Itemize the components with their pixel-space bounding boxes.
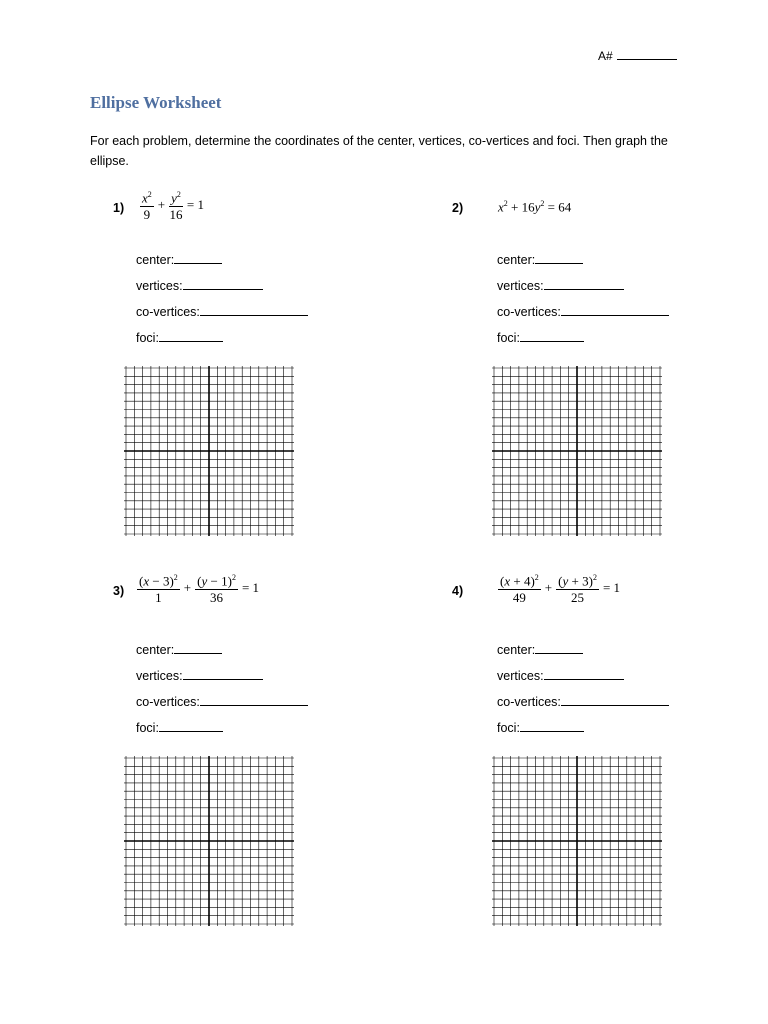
foci-field[interactable] — [497, 329, 669, 355]
foci-blank[interactable] — [520, 719, 584, 732]
co-vertices-field[interactable] — [136, 303, 308, 329]
vertices-blank[interactable] — [183, 667, 263, 680]
problem-3-answer-fields — [136, 641, 308, 745]
vertices-blank[interactable] — [544, 277, 624, 290]
center-label: center: — [497, 253, 536, 267]
problem-4-equation: $\frac{(x + 4)^2}{49}$ + $\frac{(y + 3)^2}{25}$ = 1 — [500, 573, 621, 606]
vertices-field[interactable] — [497, 667, 669, 693]
foci-field[interactable] — [136, 719, 308, 745]
vertices-field[interactable] — [497, 277, 669, 303]
problem-3-number: 3) — [113, 584, 125, 598]
co-vertices-label: co-vertices: — [497, 305, 561, 319]
problem-2-answer-fields — [497, 251, 669, 355]
vertices-field[interactable] — [136, 277, 308, 303]
problem-1-number: 1) — [113, 201, 125, 215]
vertices-blank[interactable] — [544, 667, 624, 680]
center-field[interactable] — [136, 251, 308, 277]
a-number-field[interactable] — [598, 49, 677, 63]
co-vertices-label: co-vertices: — [136, 695, 200, 709]
co-vertices-field[interactable] — [497, 303, 669, 329]
center-label: center: — [136, 643, 175, 657]
problem-4-number: 4) — [452, 584, 464, 598]
co-vertices-label: co-vertices: — [136, 305, 200, 319]
foci-blank[interactable] — [159, 719, 223, 732]
problem-4-answer-fields — [497, 641, 669, 745]
grid-svg — [124, 756, 294, 926]
center-blank[interactable] — [535, 641, 583, 654]
foci-label: foci: — [136, 331, 159, 345]
foci-field[interactable] — [136, 329, 308, 355]
a-number-label: A# — [598, 49, 613, 63]
foci-blank[interactable] — [159, 329, 223, 342]
grid-svg — [124, 366, 294, 536]
center-blank[interactable] — [535, 251, 583, 264]
vertices-label: vertices: — [497, 669, 544, 683]
grid-svg — [492, 756, 662, 926]
problem-3-graph-grid[interactable] — [124, 756, 294, 926]
co-vertices-blank[interactable] — [561, 303, 669, 316]
problem-1-equation: $\frac{x^2}{9}$ + $\frac{y^2}{16}$ = 1 — [142, 190, 204, 223]
problem-2-equation: $x^2 + 16y^2 = 64$ — [498, 199, 572, 215]
foci-blank[interactable] — [520, 329, 584, 342]
page-title: Ellipse Worksheet — [90, 93, 222, 112]
center-label: center: — [497, 643, 536, 657]
vertices-blank[interactable] — [183, 277, 263, 290]
a-number-blank[interactable] — [617, 49, 677, 60]
vertices-label: vertices: — [136, 279, 183, 293]
problem-1-graph-grid[interactable] — [124, 366, 294, 536]
co-vertices-field[interactable] — [136, 693, 308, 719]
problem-2-number: 2) — [452, 201, 464, 215]
co-vertices-blank[interactable] — [561, 693, 669, 706]
foci-label: foci: — [136, 721, 159, 735]
vertices-label: vertices: — [136, 669, 183, 683]
problem-2-graph-grid[interactable] — [492, 366, 662, 536]
center-field[interactable] — [497, 641, 669, 667]
foci-field[interactable] — [497, 719, 669, 745]
center-field[interactable] — [136, 641, 308, 667]
center-blank[interactable] — [174, 251, 222, 264]
problem-1-answer-fields — [136, 251, 308, 355]
instructions: For each problem, determine the coordinates of the center, vertices, co-vertices and foci. Then graph the ellipse. — [90, 134, 668, 168]
grid-svg — [492, 366, 662, 536]
center-label: center: — [136, 253, 175, 267]
co-vertices-blank[interactable] — [200, 303, 308, 316]
co-vertices-label: co-vertices: — [497, 695, 561, 709]
co-vertices-field[interactable] — [497, 693, 669, 719]
vertices-field[interactable] — [136, 667, 308, 693]
center-blank[interactable] — [174, 641, 222, 654]
vertices-label: vertices: — [497, 279, 544, 293]
co-vertices-blank[interactable] — [200, 693, 308, 706]
problem-4-graph-grid[interactable] — [492, 756, 662, 926]
problem-3-equation: $\frac{(x - 3)^2}{1}$ + $\frac{(y - 1)^2}{36}$ = 1 — [139, 573, 260, 606]
center-field[interactable] — [497, 251, 669, 277]
foci-label: foci: — [497, 331, 520, 345]
foci-label: foci: — [497, 721, 520, 735]
